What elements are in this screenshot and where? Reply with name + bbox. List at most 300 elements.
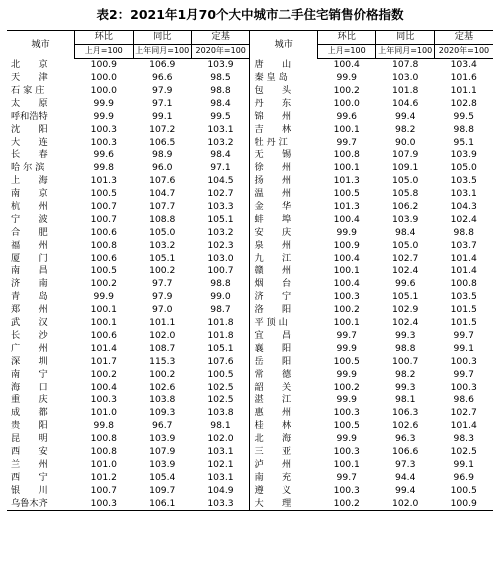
right-base-cell: 101.4 [450,420,477,432]
left-city-cell: 太 原 [11,97,48,109]
right-yoy-cell: 105.1 [392,291,419,303]
right-yoy-cell: 106.6 [392,445,419,457]
left-base-cell: 102.5 [207,381,234,393]
left-base-cell: 102.3 [207,239,234,251]
table-title: 表2：2021年1月70个大中城市二手住宅销售价格指数 [96,7,404,22]
left-yoy-cell: 103.9 [149,458,176,470]
right-yoy-cell: 105.0 [392,175,419,187]
left-mom-cell: 100.3 [90,136,117,148]
right-base-cell: 103.9 [450,149,477,161]
right-mom-cell: 100.3 [333,407,360,419]
right-base-cell: 103.5 [450,291,477,303]
left-mom-cell: 100.5 [90,265,117,277]
table-row [7,381,493,394]
header-mom-right: 环比 [318,31,376,45]
left-base-cell: 98.5 [210,72,231,84]
left-city-cell: 石 家 庄 [11,85,45,97]
left-city-cell: 青 岛 [11,291,48,303]
right-mom-cell: 99.9 [336,433,357,445]
left-yoy-cell: 96.6 [152,72,173,84]
left-yoy-cell: 98.9 [152,149,173,161]
left-city-cell: 乌鲁木齐 [7,497,75,510]
right-yoy-cell: 98.4 [394,226,416,238]
left-city-cell: 南 京 [11,188,48,200]
right-mom-cell: 100.3 [333,291,360,303]
table-row [7,304,493,317]
right-city-cell: 唐 山 [250,59,318,72]
right-yoy-cell: 94.4 [394,471,416,483]
right-base-cell: 99.5 [453,110,474,122]
table-row [7,59,493,72]
right-mom-cell: 100.3 [333,484,360,496]
right-yoy-cell: 104.6 [392,97,419,109]
right-yoy-cell: 103.0 [392,72,419,84]
left-mom-cell: 100.8 [90,239,117,251]
right-city-cell: 韶 关 [250,381,318,394]
right-city-cell: 无 锡 [250,149,318,162]
right-city-cell: 岳 阳 [250,355,318,368]
right-yoy-cell: 97.3 [394,458,416,470]
left-yoy-cell: 97.1 [152,97,173,109]
right-city-cell: 赣 州 [250,265,318,278]
right-base-cell: 101.4 [450,265,477,277]
right-mom-cell: 100.5 [333,420,360,432]
table-body [7,59,493,511]
table-row [7,252,493,265]
left-yoy-cell: 96.7 [152,420,173,432]
left-base-cell: 99.0 [210,291,231,303]
right-city-cell: 泉 州 [250,239,318,252]
table-row [7,407,493,420]
table-row [7,98,493,111]
right-yoy-cell: 98.1 [394,394,416,406]
table-row [7,123,493,136]
left-yoy-cell: 109.3 [149,407,176,419]
left-yoy-cell: 100.2 [149,265,176,277]
left-base-cell: 103.3 [191,497,249,510]
left-yoy-cell: 105.0 [149,226,176,238]
header-yoy-sub-right: 上年同月=100 [376,45,434,59]
right-city-cell: 湛 江 [250,394,318,407]
table-row [7,278,493,291]
table-row [7,85,493,98]
header-base-sub-right: 2020年=100 [434,45,493,59]
left-yoy-cell: 97.9 [152,85,173,97]
left-base-cell: 99.5 [210,110,231,122]
right-city-cell: 遵 义 [250,484,318,497]
left-city-cell: 大 连 [11,136,48,148]
left-mom-cell: 101.3 [90,175,117,187]
right-yoy-cell: 100.7 [392,355,419,367]
left-base-cell: 103.9 [207,59,234,71]
right-city-cell: 秦 皇 岛 [250,72,318,85]
right-city-cell: 包 头 [250,85,318,98]
left-base-cell: 107.6 [207,355,234,367]
right-mom-cell: 100.1 [333,123,360,135]
right-city-cell: 宜 昌 [250,330,318,343]
right-base-cell: 98.3 [453,433,474,445]
table-row [7,343,493,356]
right-base-cell: 101.5 [450,304,477,316]
right-mom-cell: 100.3 [333,445,360,457]
right-city-cell: 大 理 [250,497,318,510]
right-mom-cell: 99.7 [336,136,357,148]
right-yoy-cell: 102.4 [392,265,419,277]
left-base-cell: 103.2 [207,136,234,148]
left-mom-cell: 101.0 [90,458,117,470]
right-base-cell: 98.6 [453,394,474,406]
left-city-cell: 兰 州 [11,458,48,470]
table-row [7,446,493,459]
left-mom-cell: 100.8 [90,445,117,457]
left-base-cell: 103.1 [207,471,234,483]
right-mom-cell: 100.2 [333,304,360,316]
left-yoy-cell: 115.3 [149,355,176,367]
right-city-cell: 九 江 [250,252,318,265]
header-base-sub-left: 2020年=100 [191,45,249,59]
right-mom-cell: 99.9 [336,72,357,84]
right-city-cell: 平 顶 山 [250,317,318,330]
right-mom-cell: 100.1 [333,317,360,329]
left-base-cell: 102.5 [207,394,234,406]
right-base-cell: 101.5 [450,317,477,329]
left-base-cell: 103.3 [207,201,234,213]
header-mom-sub-right: 上月=100 [318,45,376,59]
table-row [7,459,493,472]
table-row [7,484,493,497]
right-city-cell: 济 宁 [250,291,318,304]
left-yoy-cell: 109.7 [149,484,176,496]
right-mom-cell: 100.1 [333,458,360,470]
right-base-cell: 101.4 [450,252,477,264]
right-mom-cell: 101.3 [333,175,360,187]
right-city-cell: 泸 州 [250,459,318,472]
right-base-cell: 105.0 [450,162,477,174]
left-city-cell: 福 州 [11,239,48,251]
right-yoy-cell: 107.8 [392,59,419,71]
right-yoy-cell: 102.4 [392,317,419,329]
table-row [7,111,493,124]
left-mom-cell: 100.4 [90,381,117,393]
left-city-cell: 呼和浩特 [11,110,48,122]
right-yoy-cell: 102.0 [376,497,434,510]
left-city-cell: 宁 波 [11,213,48,225]
left-city-cell: 西 安 [11,445,48,457]
left-yoy-cell: 105.4 [149,471,176,483]
right-city-cell: 襄 阳 [250,343,318,356]
left-mom-cell: 100.6 [90,329,117,341]
left-yoy-cell: 107.7 [149,201,176,213]
right-base-cell: 99.1 [453,342,474,354]
right-yoy-cell: 102.9 [392,304,419,316]
left-mom-cell: 100.7 [90,201,117,213]
table-header [7,31,493,59]
right-base-cell: 102.8 [450,97,477,109]
table-row [7,201,493,214]
right-city-cell: 金 华 [250,201,318,214]
left-mom-cell: 101.2 [90,471,117,483]
right-city-cell: 惠 州 [250,407,318,420]
right-yoy-cell: 102.6 [392,420,419,432]
left-base-cell: 103.2 [207,226,234,238]
left-yoy-cell: 100.2 [149,368,176,380]
left-city-cell: 银 川 [11,484,48,496]
left-yoy-cell: 99.1 [152,110,173,122]
left-city-cell: 南 昌 [11,265,48,277]
left-city-cell: 成 都 [11,407,48,419]
header-city-right: 城市 [250,31,318,59]
header-mom-left: 环比 [75,31,133,45]
right-yoy-cell: 106.2 [392,201,419,213]
left-mom-cell: 100.3 [75,497,133,510]
left-base-cell: 98.7 [210,304,231,316]
left-mom-cell: 100.0 [90,85,117,97]
left-city-cell: 合 肥 [11,226,48,238]
left-mom-cell: 100.5 [90,188,117,200]
right-city-cell: 安 庆 [250,227,318,240]
table-row [7,162,493,175]
left-city-cell: 贵 阳 [11,420,48,432]
left-city-cell: 天 津 [11,72,48,84]
header-yoy-right: 同比 [376,31,434,45]
right-mom-cell: 100.1 [333,162,360,174]
left-mom-cell: 101.7 [90,355,117,367]
table-row [7,227,493,240]
left-base-cell: 105.1 [207,213,234,225]
left-mom-cell: 100.2 [90,278,117,290]
right-city-cell: 蚌 埠 [250,214,318,227]
left-base-cell: 102.1 [207,458,234,470]
right-yoy-cell: 99.3 [394,381,416,393]
left-city-cell: 武 汉 [11,317,48,329]
right-yoy-cell: 101.8 [392,85,419,97]
left-base-cell: 98.4 [210,97,231,109]
right-yoy-cell: 96.3 [394,433,416,445]
right-city-cell: 常 德 [250,368,318,381]
left-mom-cell: 100.9 [90,59,117,71]
left-city-cell: 西 宁 [11,471,48,483]
left-city-cell: 海 口 [11,381,48,393]
right-yoy-cell: 105.8 [392,188,419,200]
right-base-cell: 103.7 [450,239,477,251]
right-base-cell: 103.1 [450,188,477,200]
right-mom-cell: 99.9 [336,226,357,238]
left-city-cell: 厦 门 [11,252,48,264]
right-yoy-cell: 99.6 [394,278,416,290]
left-mom-cell: 99.9 [93,110,115,122]
right-mom-cell: 100.8 [333,149,360,161]
right-base-cell: 101.1 [450,85,477,97]
right-city-cell: 南 充 [250,472,318,485]
table-row [7,497,493,510]
right-yoy-cell: 102.7 [392,252,419,264]
left-mom-cell: 100.2 [90,368,117,380]
left-city-cell: 南 宁 [11,368,48,380]
right-base-cell: 103.5 [450,175,477,187]
left-yoy-cell: 96.0 [152,162,173,174]
left-mom-cell: 99.8 [93,162,115,174]
left-yoy-cell: 106.5 [149,136,176,148]
right-yoy-cell: 105.0 [392,239,419,251]
table-row [7,239,493,252]
right-city-cell: 烟 台 [250,278,318,291]
table-row [7,472,493,485]
left-base-cell: 104.9 [207,484,234,496]
table-row [7,72,493,85]
right-base-cell: 101.6 [450,72,477,84]
left-yoy-cell: 107.2 [149,123,176,135]
header-mom-sub-left: 上月=100 [75,45,133,59]
left-base-cell: 102.0 [207,433,234,445]
right-base-cell: 100.3 [450,355,477,367]
right-yoy-cell: 109.1 [392,162,419,174]
right-mom-cell: 100.4 [333,252,360,264]
table-row [7,317,493,330]
right-base-cell: 98.8 [453,123,474,135]
left-mom-cell: 100.1 [90,317,117,329]
right-yoy-cell: 99.4 [394,110,416,122]
table-row [7,149,493,162]
right-mom-cell: 100.2 [333,381,360,393]
right-mom-cell: 100.2 [318,497,376,510]
right-base-cell: 100.8 [450,278,477,290]
right-base-cell: 102.5 [450,445,477,457]
right-city-cell: 扬 州 [250,175,318,188]
left-yoy-cell: 97.9 [152,291,173,303]
right-city-cell: 吉 林 [250,123,318,136]
right-mom-cell: 99.9 [336,368,357,380]
right-mom-cell: 100.5 [333,188,360,200]
right-yoy-cell: 103.9 [392,213,419,225]
left-city-cell: 郑 州 [11,304,48,316]
left-yoy-cell: 104.7 [149,188,176,200]
left-mom-cell: 100.3 [90,394,117,406]
right-mom-cell: 100.1 [333,265,360,277]
right-mom-cell: 100.4 [333,59,360,71]
left-base-cell: 98.8 [210,85,231,97]
left-yoy-cell: 106.9 [149,59,176,71]
left-base-cell: 103.1 [207,445,234,457]
right-base-cell: 100.9 [434,497,493,510]
left-city-cell: 昆 明 [11,433,48,445]
left-yoy-cell: 103.8 [149,394,176,406]
right-base-cell: 99.7 [453,368,474,380]
right-city-cell: 锦 州 [250,111,318,124]
left-base-cell: 103.0 [207,252,234,264]
right-mom-cell: 100.9 [333,239,360,251]
left-yoy-cell: 105.1 [149,252,176,264]
left-base-cell: 105.1 [207,342,234,354]
left-city-cell: 广 州 [11,342,48,354]
right-base-cell: 98.8 [453,226,474,238]
right-city-cell: 徐 州 [250,162,318,175]
left-yoy-cell: 107.6 [149,175,176,187]
left-yoy-cell: 108.8 [149,213,176,225]
right-city-cell: 牡 丹 江 [250,136,318,149]
right-base-cell: 102.7 [450,407,477,419]
table-row [7,355,493,368]
left-yoy-cell: 106.1 [133,497,191,510]
right-mom-cell: 100.4 [333,213,360,225]
right-mom-cell: 99.7 [336,329,357,341]
header-base-right: 定基 [434,31,493,45]
right-yoy-cell: 99.3 [394,329,416,341]
left-base-cell: 100.5 [207,368,234,380]
left-mom-cell: 101.0 [90,407,117,419]
table-row [7,433,493,446]
left-mom-cell: 100.1 [90,304,117,316]
left-base-cell: 103.8 [207,407,234,419]
left-yoy-cell: 102.0 [149,329,176,341]
price-index-table [7,30,493,511]
left-mom-cell: 99.9 [93,291,115,303]
left-yoy-cell: 103.2 [149,239,176,251]
right-city-cell: 北 海 [250,433,318,446]
right-base-cell: 100.3 [450,381,477,393]
right-base-cell: 99.7 [453,329,474,341]
right-mom-cell: 100.0 [333,97,360,109]
left-city-cell: 重 庆 [11,394,48,406]
right-base-cell: 99.1 [453,458,474,470]
left-mom-cell: 100.7 [90,484,117,496]
left-city-cell: 长 沙 [11,329,48,341]
right-yoy-cell: 98.2 [394,368,416,380]
left-mom-cell: 100.3 [90,123,117,135]
right-mom-cell: 99.6 [336,110,357,122]
left-base-cell: 101.8 [207,329,234,341]
table-row [7,175,493,188]
left-yoy-cell: 97.0 [152,304,173,316]
left-base-cell: 97.1 [210,162,231,174]
right-yoy-cell: 98.8 [394,342,416,354]
table-row [7,265,493,278]
table-row [7,368,493,381]
left-city-cell: 杭 州 [11,201,48,213]
left-city-cell: 深 圳 [11,355,48,367]
left-mom-cell: 99.8 [93,420,115,432]
left-mom-cell: 100.7 [90,213,117,225]
table-row [7,136,493,149]
left-yoy-cell: 102.6 [149,381,176,393]
right-city-cell: 洛 阳 [250,304,318,317]
left-mom-cell: 101.4 [90,342,117,354]
left-base-cell: 98.8 [210,278,231,290]
right-mom-cell: 100.2 [333,85,360,97]
left-mom-cell: 99.9 [93,97,115,109]
table-row [7,420,493,433]
right-yoy-cell: 107.9 [392,149,419,161]
right-mom-cell: 101.3 [333,201,360,213]
left-mom-cell: 100.0 [90,72,117,84]
left-mom-cell: 99.6 [93,149,115,161]
right-base-cell: 95.1 [453,136,474,148]
table-row [7,291,493,304]
right-mom-cell: 100.4 [333,278,360,290]
right-mom-cell: 99.9 [336,394,357,406]
right-base-cell: 103.4 [450,59,477,71]
right-yoy-cell: 106.3 [392,407,419,419]
left-yoy-cell: 108.7 [149,342,176,354]
right-yoy-cell: 90.0 [394,136,416,148]
table-row [7,188,493,201]
left-city-cell: 长 春 [11,149,48,161]
right-base-cell: 100.5 [450,484,477,496]
table-row [7,394,493,407]
left-city-cell: 哈 尔 滨 [11,162,45,174]
header-yoy-left: 同比 [133,31,191,45]
left-mom-cell: 100.6 [90,252,117,264]
right-city-cell: 丹 东 [250,98,318,111]
